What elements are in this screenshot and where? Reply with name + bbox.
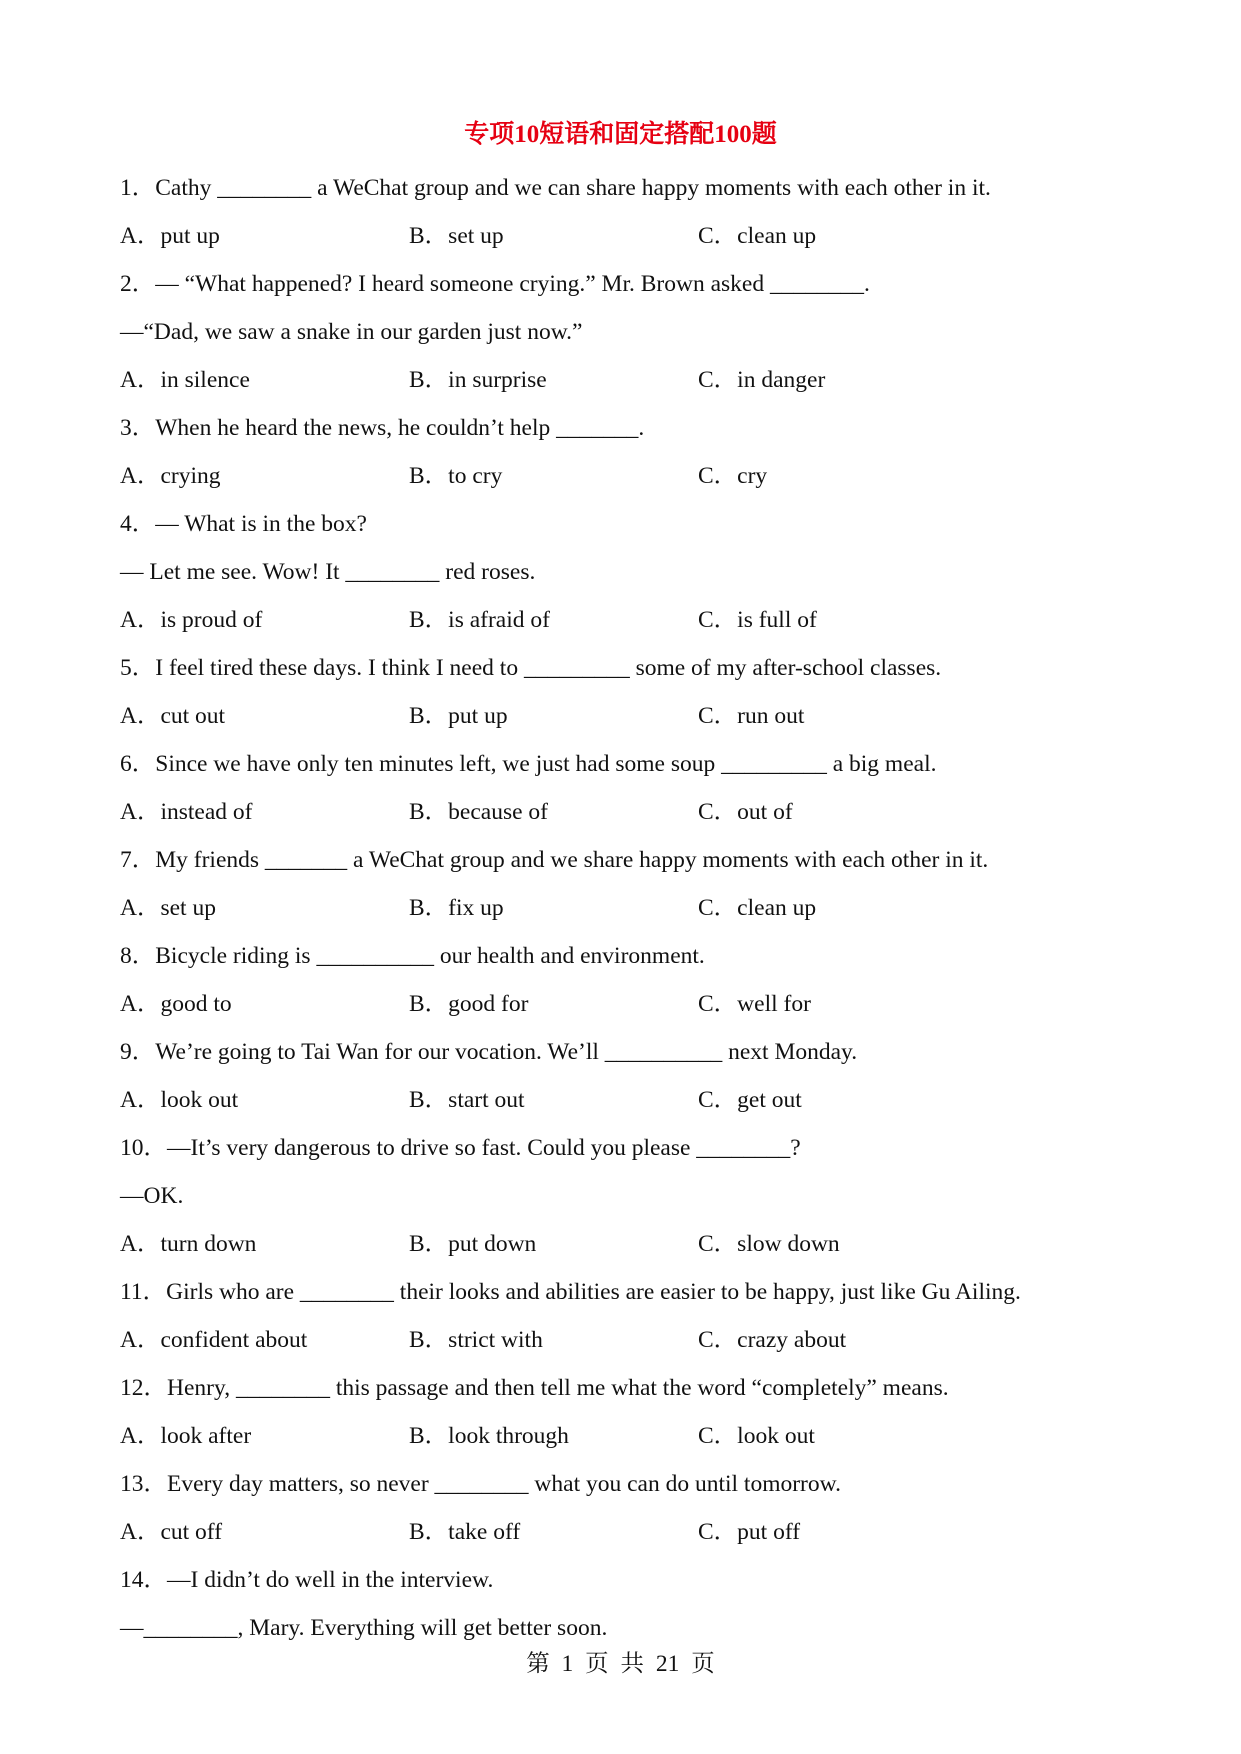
option-b: B．in surprise bbox=[409, 367, 547, 393]
answer-options bbox=[120, 1412, 1140, 1460]
question-stem: 4．— What is in the box? bbox=[120, 511, 367, 537]
option-a: A．look after bbox=[120, 1423, 252, 1449]
answer-options bbox=[120, 884, 1140, 932]
answer-options bbox=[120, 692, 1140, 740]
question-dialogue-line: —OK. bbox=[120, 1183, 184, 1209]
option-c: C．get out bbox=[698, 1087, 802, 1113]
answer-options bbox=[120, 452, 1140, 500]
option-c: C．out of bbox=[698, 799, 793, 825]
option-b: B．because of bbox=[409, 799, 548, 825]
option-a: A．turn down bbox=[120, 1231, 257, 1257]
option-a: A．in silence bbox=[120, 367, 250, 393]
option-a: A．look out bbox=[120, 1087, 239, 1113]
question-stem: 14．—I didn’t do well in the interview. bbox=[120, 1567, 494, 1593]
question-stem: 6．Since we have only ten minutes left, we just had some soup _________ a big meal. bbox=[120, 751, 937, 777]
option-b: B．good for bbox=[409, 991, 529, 1017]
question-10 bbox=[120, 1124, 1140, 1268]
option-b: B．to cry bbox=[409, 463, 503, 489]
question-stem: 2．— “What happened? I heard someone crying.” Mr. Brown asked ________. bbox=[120, 271, 870, 297]
option-b: B．is afraid of bbox=[409, 607, 550, 633]
option-a: A．is proud of bbox=[120, 607, 263, 633]
question-4 bbox=[120, 500, 1140, 644]
question-11 bbox=[120, 1268, 1140, 1364]
answer-options bbox=[120, 596, 1140, 644]
option-c: C．well for bbox=[698, 991, 811, 1017]
question-1 bbox=[120, 164, 1140, 260]
question-dialogue-line: —“Dad, we saw a snake in our garden just now.” bbox=[120, 319, 583, 345]
question-stem: 3．When he heard the news, he couldn’t help _______. bbox=[120, 415, 645, 441]
option-c: C．put off bbox=[698, 1519, 801, 1545]
option-c: C．clean up bbox=[698, 223, 817, 249]
answer-options bbox=[120, 1220, 1140, 1268]
answer-options bbox=[120, 788, 1140, 836]
question-3 bbox=[120, 404, 1140, 500]
question-stem: 12．Henry, ________ this passage and then tell me what the word “completely” means. bbox=[120, 1375, 949, 1401]
question-14 bbox=[120, 1556, 1140, 1652]
option-b: B．start out bbox=[409, 1087, 525, 1113]
option-a: A．crying bbox=[120, 463, 221, 489]
question-7 bbox=[120, 836, 1140, 932]
option-a: A．good to bbox=[120, 991, 232, 1017]
option-c: C．clean up bbox=[698, 895, 817, 921]
question-stem: 13．Every day matters, so never ________ what you can do until tomorrow. bbox=[120, 1471, 841, 1497]
question-5 bbox=[120, 644, 1140, 740]
option-a: A．confident about bbox=[120, 1327, 308, 1353]
question-stem: 9．We’re going to Tai Wan for our vocation. We’ll __________ next Monday. bbox=[120, 1039, 858, 1065]
option-c: C．in danger bbox=[698, 367, 826, 393]
option-b: B．put up bbox=[409, 703, 508, 729]
question-2 bbox=[120, 260, 1140, 404]
question-dialogue-line: — Let me see. Wow! It ________ red roses. bbox=[120, 559, 536, 585]
option-a: A．put up bbox=[120, 223, 220, 249]
question-stem: 5．I feel tired these days. I think I need to _________ some of my after-school classes. bbox=[120, 655, 942, 681]
answer-options bbox=[120, 356, 1140, 404]
question-list bbox=[120, 164, 1140, 1652]
option-a: A．instead of bbox=[120, 799, 253, 825]
option-c: C．look out bbox=[698, 1423, 815, 1449]
answer-options bbox=[120, 1508, 1140, 1556]
option-b: B．put down bbox=[409, 1231, 537, 1257]
option-c: C．slow down bbox=[698, 1231, 840, 1257]
page-footer: 第 1 页 共 21 页 bbox=[526, 1651, 715, 1677]
option-a: A．cut off bbox=[120, 1519, 223, 1545]
question-stem: 1．Cathy ________ a WeChat group and we can share happy moments with each other in it. bbox=[120, 175, 991, 201]
option-a: A．cut out bbox=[120, 703, 226, 729]
option-b: B．strict with bbox=[409, 1327, 543, 1353]
answer-options bbox=[120, 1316, 1140, 1364]
option-b: B．take off bbox=[409, 1519, 521, 1545]
question-stem: 11．Girls who are ________ their looks and abilities are easier to be happy, just like Gu Ailing. bbox=[120, 1279, 1021, 1305]
question-8 bbox=[120, 932, 1140, 1028]
option-c: C．crazy about bbox=[698, 1327, 847, 1353]
option-a: A．set up bbox=[120, 895, 216, 921]
option-c: C．run out bbox=[698, 703, 805, 729]
question-13 bbox=[120, 1460, 1140, 1556]
question-12 bbox=[120, 1364, 1140, 1460]
question-dialogue-line: —________, Mary. Everything will get better soon. bbox=[120, 1615, 608, 1641]
answer-options bbox=[120, 212, 1140, 260]
question-stem: 8．Bicycle riding is __________ our health and environment. bbox=[120, 943, 705, 969]
option-c: C．is full of bbox=[698, 607, 817, 633]
option-b: B．set up bbox=[409, 223, 504, 249]
question-6 bbox=[120, 740, 1140, 836]
question-9 bbox=[120, 1028, 1140, 1124]
answer-options bbox=[120, 1076, 1140, 1124]
question-stem: 7．My friends _______ a WeChat group and we share happy moments with each other in it. bbox=[120, 847, 989, 873]
document-title: 专项10短语和固定搭配100题 bbox=[464, 121, 777, 148]
answer-options bbox=[120, 980, 1140, 1028]
question-stem: 10．—It’s very dangerous to drive so fast. Could you please ________? bbox=[120, 1135, 801, 1161]
option-c: C．cry bbox=[698, 463, 768, 489]
option-b: B．look through bbox=[409, 1423, 569, 1449]
option-b: B．fix up bbox=[409, 895, 504, 921]
